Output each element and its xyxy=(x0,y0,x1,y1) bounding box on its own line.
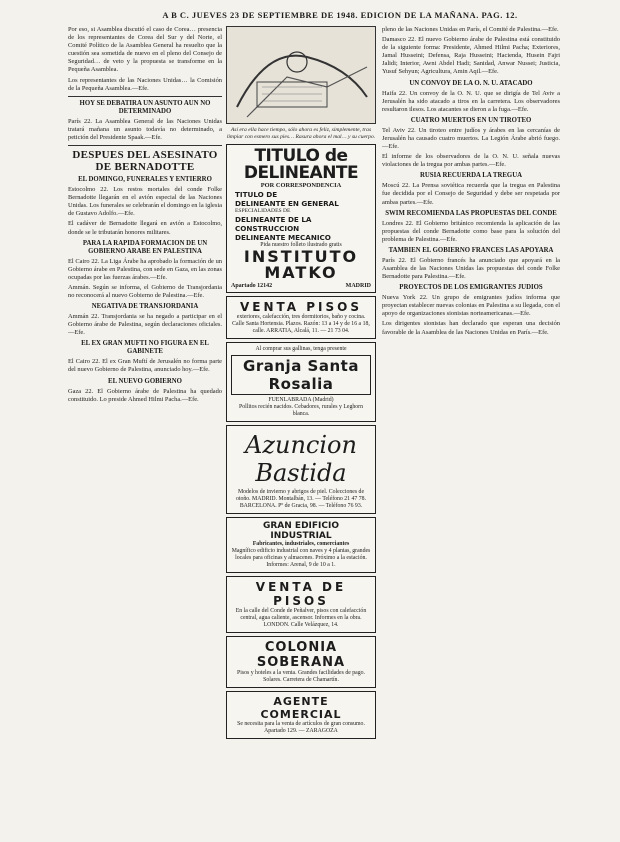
divider xyxy=(68,96,222,97)
ad-text: exteriores, calefacción, tres dormitorios, baño y cocina. Calle Santa Hortensia. Plazos. Razón: 13 a 14 y de 16 a 18, calle. ARRATIA, Alcalá, 11. — 21 73 04. xyxy=(232,313,370,334)
divider xyxy=(68,145,222,146)
ad-venta-de-pisos xyxy=(226,576,376,633)
ad-text: En la calle del Conde de Peñalver, pisos con calefacción central, agua caliente, ascensor. Informes en la obra. LONDON. Calle Velázquez, 14. xyxy=(235,607,367,628)
ad-line: DELINEANTE MECANICO xyxy=(235,232,331,242)
ad-line: ESPECIALIDADES DE xyxy=(235,207,291,214)
article-text: Nueva York 22. Un grupo de emigrantes judíos informa que proyectan establecer nuevas colonias en Palestina a su llegada, con el apoyo de organizaciones sionistas norteamericanas.—Efe. xyxy=(382,294,560,318)
headline: RUSIA RECUERDA LA TREGUA xyxy=(419,172,523,180)
ad-title: VENTA DE PISOS xyxy=(255,579,347,608)
ad-colonia-soberana xyxy=(226,636,376,688)
ad-subtitle: Fabricantes, industriales, comerciantes xyxy=(252,540,350,547)
headline: EL DOMINGO, FUNERALES Y ENTIERRO xyxy=(78,176,212,184)
ad-line: DELINEANTE EN GENERAL xyxy=(235,198,339,208)
article-text: Haifa 22. Un convoy de la O. N. U. que se dirigía de Tel Aviv a Jerusalén ha sido atacado a tiros en la carretera. Los observadores resultaron ilesos. Los atacantes se dieron a la fuga.—Efe. xyxy=(382,89,560,113)
ad-title: TITULO de DELINEANTE xyxy=(243,145,359,183)
article-text: Ammán 22. Transjordania se ha negado a participar en el Gobierno árabe de Palestina, según declaraciones oficiales.—Efe. xyxy=(68,313,222,337)
article-text: pleno de las Naciones Unidas en París, el Comité de Palestina.—Efe. xyxy=(382,26,559,33)
headline: HOY SE DEBATIRA UN ASUNTO AUN NO DETERMINADO xyxy=(79,99,211,115)
ad-text: Se necesita para la venta de artículos de gran consumo. Apartado 129. — ZARAGOZA xyxy=(237,720,365,734)
ad-address-row xyxy=(231,283,371,289)
article-text: Los dirigentes sionistas han declarado que esperan una decisión favorable de la Asamblea de las Naciones Unidas en París.—Efe. xyxy=(382,320,560,336)
headline: CUATRO MUERTOS EN UN TIROTEO xyxy=(410,116,532,124)
column-2-ads xyxy=(226,26,376,742)
ad-text: Pisos y hoteles a la venta. Grandes facilidades de pago. Solares. Carretera de Chamartín. xyxy=(237,669,365,683)
illustration-graphic xyxy=(227,27,376,123)
column-1 xyxy=(68,26,222,406)
headline: EL NUEVO GOBIERNO xyxy=(108,377,182,385)
ad-asuncion-bastida xyxy=(226,425,376,514)
ad-title: AGENTE COMERCIAL xyxy=(260,694,342,721)
page-header: A B C. JUEVES 23 DE SEPTIEMBRE DE 1948. EDICION DE LA MAÑANA. PAG. 12. xyxy=(162,10,518,20)
article-text: Por eso, si Asamblea discutió el caso de Corea… presencia de los representantes de Corea del Sur y del Norte, el Comité Político de la Asamblea General ha resuelto que la cuestión sea sometida de nuevo en el pleno del Consejo de Seguridad… de veto y la propuesta se transforme en la Pequeña Asamblea. xyxy=(68,26,222,74)
article-text: París 22. La Asamblea General de las Naciones Unidas tratará mañana un asunto todavía no determinado, a petición del Presidente Spaak.—Efe. xyxy=(68,117,222,141)
headline: PARA LA RAPIDA FORMACION DE UN GOBIERNO ARABE EN PALESTINA xyxy=(82,239,208,255)
ad-text: Magnífico edificio industrial con naves y 4 plantas, grandes locales para oficinas y almacenes. Próximo a la estación. Informes: Arenal, 9 de 10 a 1. xyxy=(231,547,371,568)
ad-brand: INSTITUTO MATKO xyxy=(243,246,359,282)
ad-line: TITULO DE xyxy=(235,189,278,199)
ad-illustration xyxy=(226,26,376,124)
article-text: Estocolmo 22. Los restos mortales del conde Folke Bernadotte llegarán en el avión especial de las Naciones Unidas. Los funerales se celebrarán el domingo en la iglesia de Gustavo Adolfo.—Efe. xyxy=(68,186,222,218)
ad-granja xyxy=(226,342,376,422)
ad-note: Pida nuestro folleto ilustrado gratis xyxy=(260,241,342,248)
ad-venta-pisos xyxy=(226,296,376,339)
ad-title: COLONIA SOBERANA xyxy=(256,639,346,670)
article-text: Los representantes de las Naciones Unidas… la Comisión de la Pequeña Asamblea.—Efe. xyxy=(68,76,222,92)
headline: EL EX GRAN MUFTI NO FIGURA EN EL GABINETE xyxy=(81,340,209,356)
ad-title: Granja Santa Rosalia xyxy=(231,355,371,395)
ad-location: FUENLABRADA (Madrid) xyxy=(268,396,334,403)
ad-title: GRAN EDIFICIO INDUSTRIAL xyxy=(262,520,340,541)
article-text: El Cairo 22. El ex Gran Muftí de Jerusalén no forma parte del nuevo Gobierno de Palestina, anunciado hoy.—Efe. xyxy=(68,358,222,374)
ad-text: Al comprar sus gallinas, tenga presente xyxy=(255,345,347,352)
ad-text: Modelos de invierno y abrigos de piel. Colecciones de otoño. MADRID. Montalbán, 13. — Teléfono 21 47 78. BARCELONA. Pº de Gracia, 98. — Teléfono 76 93. xyxy=(235,488,367,509)
ad-apartado: Apartado 12142 xyxy=(231,282,273,289)
ad-subtitle: POR CORRESPONDENCIA xyxy=(260,181,342,189)
article-text: Londres 22. El Gobierno británico recomienda la aplicación de las propuestas del conde Bernadotte como base para la solución del problema de Palestina.—Efe. xyxy=(382,219,560,243)
headline: TAMBIEN EL GOBIERNO FRANCES LAS APOYARA xyxy=(388,246,554,254)
ad-title: Azuncion Bastida xyxy=(245,430,357,487)
article-text: Damasco 22. El nuevo Gobierno árabe de Palestina está constituido de la siguiente forma: Presidente, Ahmed Hilmi Pacha; Exteriores, Jamal Husseini; Defensa, Raja Husseini; Hacienda, Husein Fajri Jalidi; Interior, Awni Abdel Hadi; Sanidad, Anwar Nussei; Justicia, Yusuf Sehyun; Agricultura, Amin Aqil.—Efe. xyxy=(382,36,560,76)
ad-text: Pollitos recién nacidos. Cebadores, rurales y Leghorn blanca. xyxy=(239,403,363,417)
article-text: Ammán. Según se informa, el Gobierno de Transjordania no reconocerá al nuevo Gobierno de Palestina.—Efe. xyxy=(68,283,222,299)
headline: UN CONVOY DE LA O. N. U. ATACADO xyxy=(409,79,533,87)
article-text: El informe de los observadores de la O. N. U. señala nuevas violaciones de la tregua por ambas partes.—Efe. xyxy=(382,153,560,169)
ad-delineante xyxy=(226,144,376,293)
column-3 xyxy=(382,26,560,339)
ad-gran-edificio xyxy=(226,517,376,573)
ad-agente-comercial xyxy=(226,691,376,739)
article-text: Gaza 22. El Gobierno árabe de Palestina ha quedado constituido. Lo preside Ahmed Hilmi Pacha.—Efe. xyxy=(68,387,222,403)
article-text: Tel Aviv 22. Un tiroteo entre judíos y árabes en las cercanías de Jerusalén ha causado cuatro muertos. La Legión Árabe abrió fuego.—Efe. xyxy=(382,126,560,151)
article-text: París 22. El Gobierno francés ha anunciado que apoyará en la Asamblea de las Naciones Unidas las propuestas del conde Folke Bernadotte para Palestina.—Efe. xyxy=(382,256,560,281)
article-text: El Cairo 22. La Liga Árabe ha aprobado la formación de un Gobierno árabe en Palestina, con sede en Gaza, en las zonas ocupadas por las fuerzas árabes.—Efe. xyxy=(68,257,222,281)
headline: SWIM RECOMIENDA LAS PROPUESTAS DEL CONDE xyxy=(385,209,557,217)
ad-city: MADRID xyxy=(345,282,371,289)
headline-main: DESPUES DEL ASESINATO DE BERNADOTTE xyxy=(72,149,218,174)
ad-title: VENTA PISOS xyxy=(240,299,362,314)
illustration-caption: Así era ella hace tiempo, sólo ahora es feliz, simplemente, tras limpiar con esmero sus pies… Rasura ahora el mal… y su cuerpo. xyxy=(226,127,376,140)
article-text: El cadáver de Bernadotte llegará en avión a Estocolmo, donde se le tributarán honores militares. xyxy=(68,220,222,236)
ad-line: DELINEANTE DE LA CONSTRUCCION xyxy=(235,214,312,233)
headline: PROYECTOS DE LOS EMIGRANTES JUDIOS xyxy=(399,284,543,292)
article-text: Moscú 22. La Prensa soviética recuerda que la tregua en Palestina fue decidida por el Consejo de Seguridad y debe ser respetada por ambas partes.—Efe. xyxy=(382,182,560,206)
headline: NEGATIVA DE TRANSJORDANIA xyxy=(91,303,199,311)
